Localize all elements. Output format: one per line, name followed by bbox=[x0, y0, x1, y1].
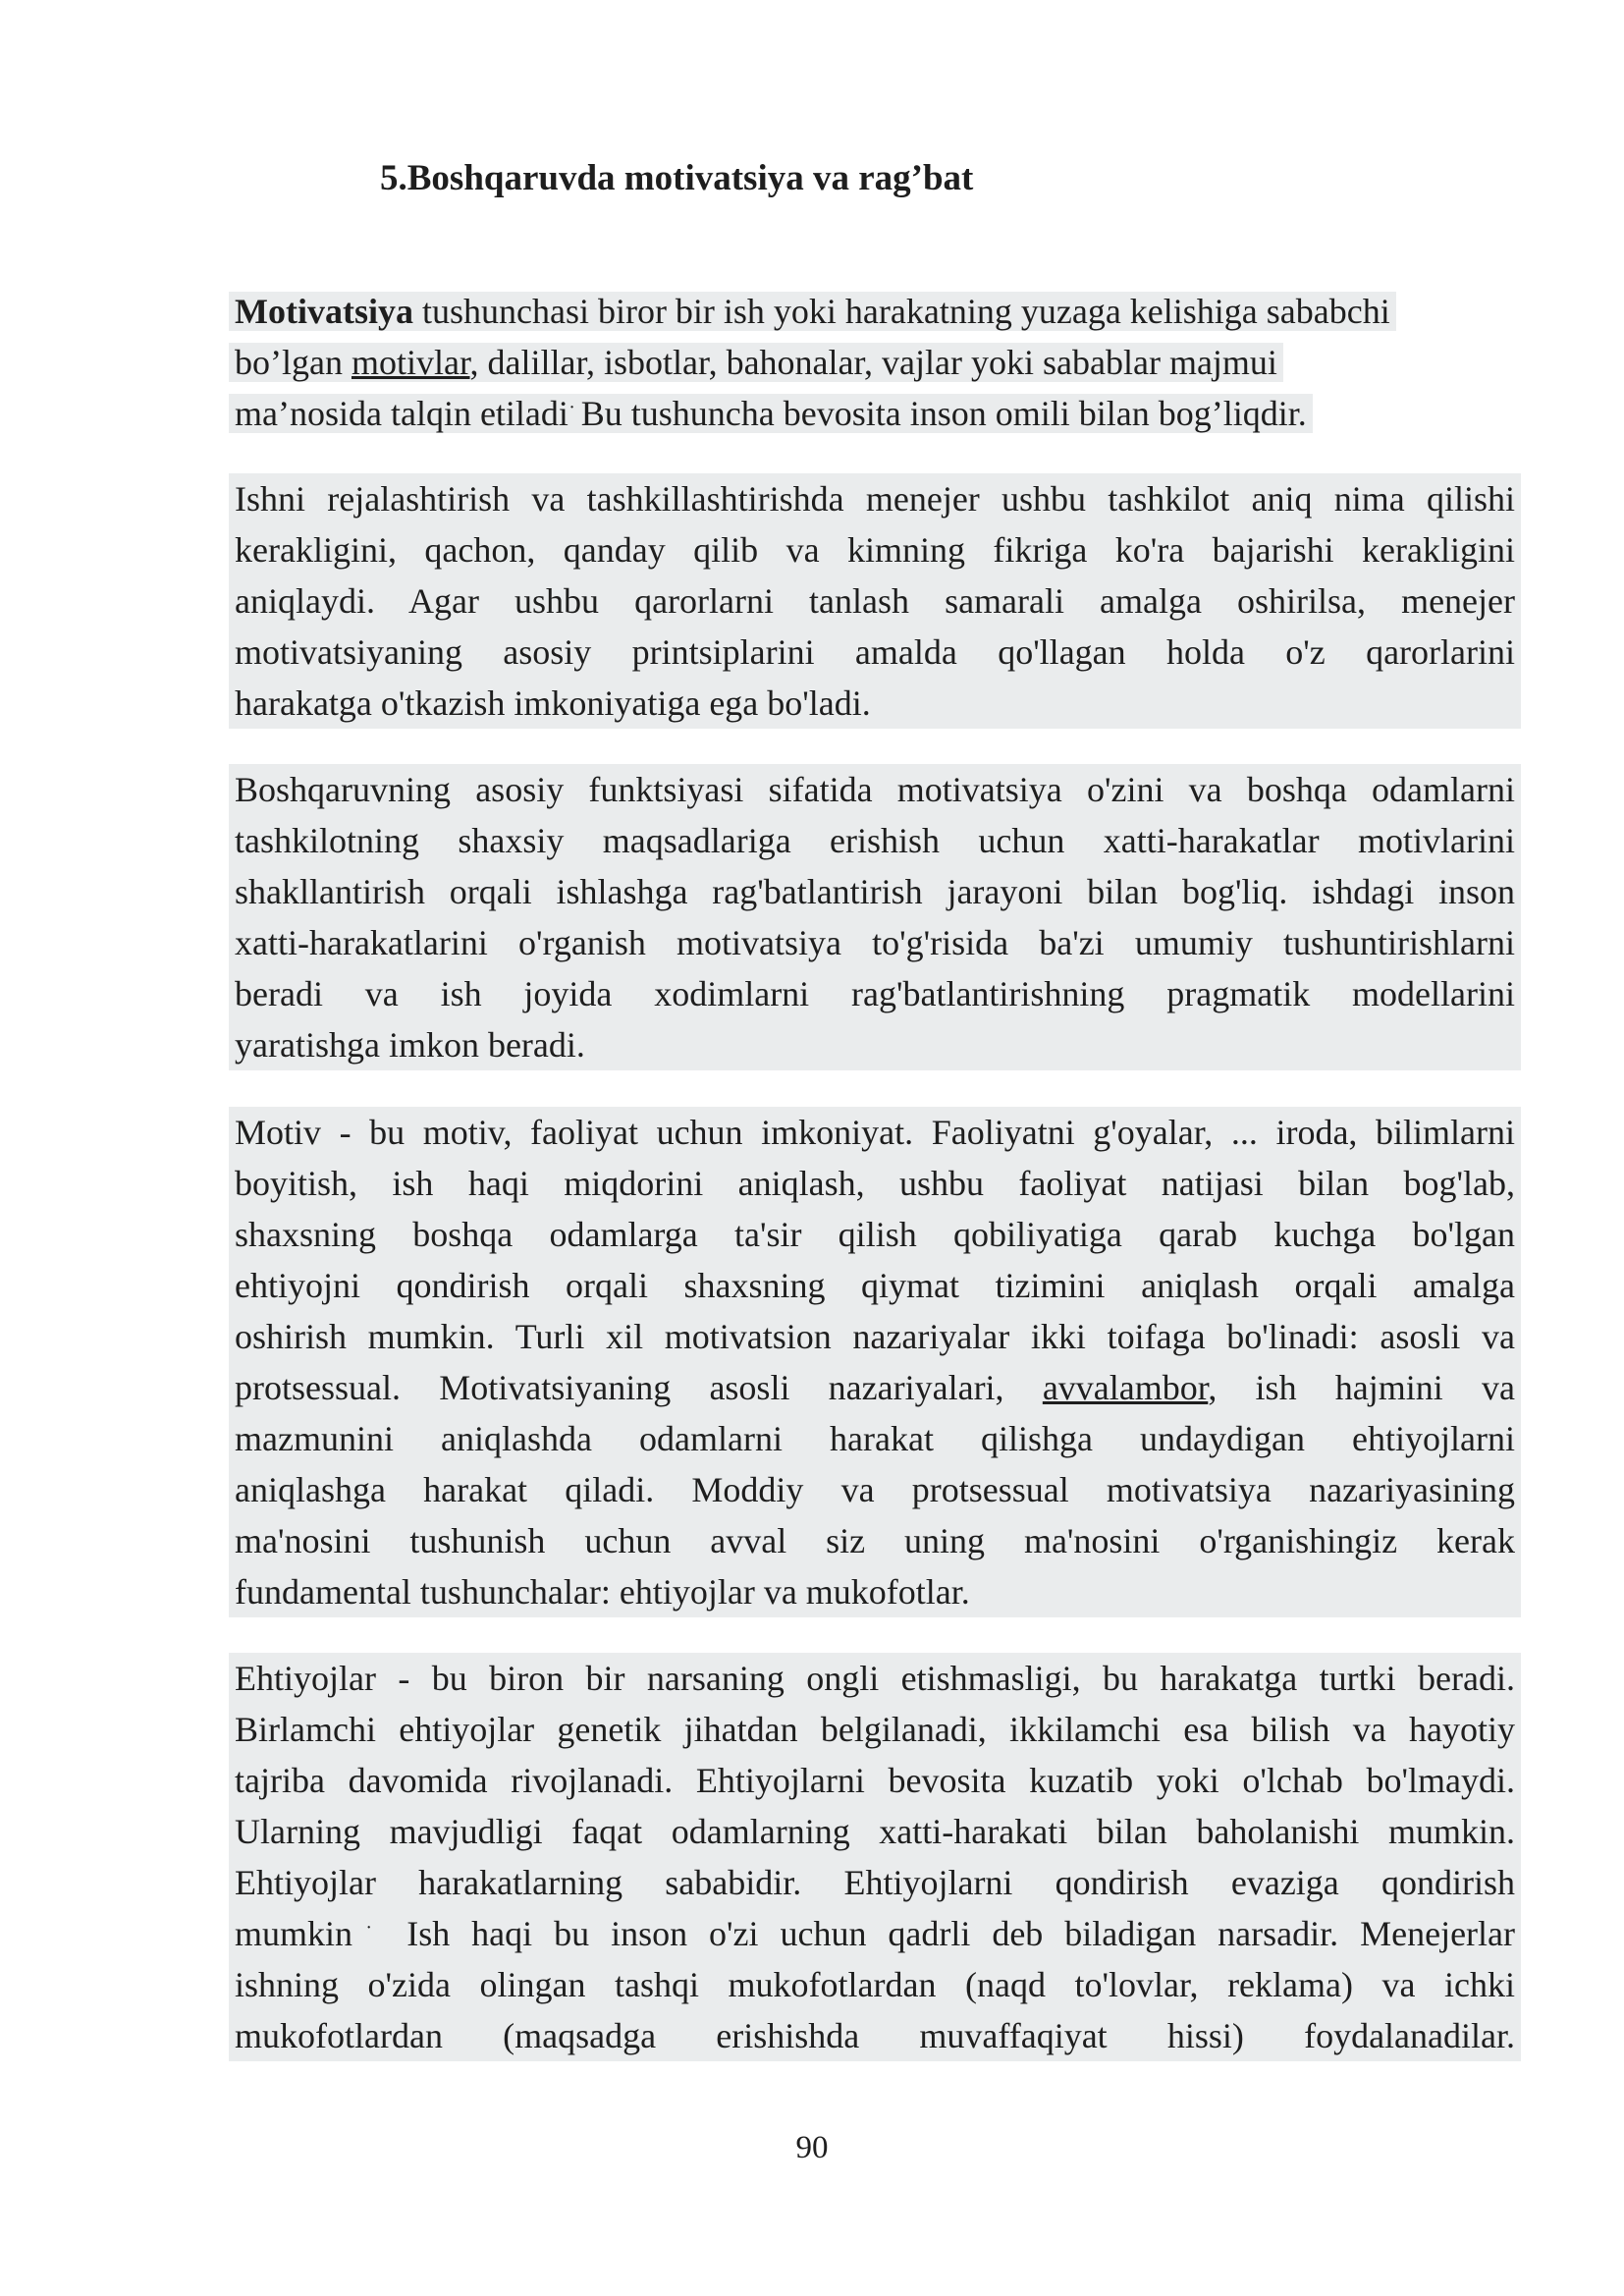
page-number: 90 bbox=[795, 2130, 829, 2165]
paragraph-line: tajriba davomida rivojlanadi. Ehtiyojlarni bevosita kuzatib yoki o'lchab bo'lmaydi. bbox=[235, 1761, 1515, 1800]
paragraph-funktsiya bbox=[229, 764, 1521, 1070]
paragraph-line bbox=[235, 1908, 1515, 1959]
paragraph-line: ehtiyojni qondirish orqali shaxsning qiymat tizimini aniqlash orqali amalga bbox=[235, 1266, 1515, 1305]
link-motivlar[interactable]: motivlar bbox=[351, 343, 470, 382]
text-fragment: , dalillar, isbotlar, bahonalar, vajlar yoki sabablar majmui bbox=[469, 343, 1277, 382]
paragraph-line: beradi va ish joyida xodimlarni rag'batlantirishning pragmatik modellarini bbox=[235, 974, 1515, 1013]
term-motivatsiya: Motivatsiya bbox=[235, 292, 413, 331]
paragraph-line: Motiv - bu motiv, faoliyat uchun imkoniyat. Faoliyatni g'oyalar, ... iroda, bilimlarni bbox=[235, 1113, 1515, 1152]
text-fragment: protsessual. Motivatsiyaning asosli nazariyalari, bbox=[235, 1368, 1043, 1407]
paragraph-line: oshirish mumkin. Turli xil motivatsion nazariyalar ikki toifaga bo'linadi: asosli va bbox=[235, 1317, 1515, 1356]
paragraph-line: shaxsning boshqa odamlarga ta'sir qilish qobiliyatiga qarab kuchga bo'lgan bbox=[235, 1215, 1515, 1254]
paragraph-line: tashkilotning shaxsiy maqsadlariga erishish uchun xatti-harakatlar motivlarini bbox=[235, 821, 1515, 860]
paragraph-line bbox=[229, 337, 1396, 388]
paragraph-line: ma'nosini tushunish uchun avval siz uning ma'nosini o'rganishingiz kerak bbox=[235, 1521, 1515, 1560]
text-fragment: tushunchasi biror bir ish yoki harakatning yuzaga kelishiga sababchi bbox=[412, 292, 1390, 331]
link-avvalambor[interactable]: avvalambor bbox=[1042, 1368, 1209, 1407]
text-fragment: , ish hajmini va bbox=[1208, 1368, 1516, 1407]
paragraph-line: Boshqaruvning asosiy funktsiyasi sifatida motivatsiya o'zini va boshqa odamlarni bbox=[235, 770, 1515, 809]
paragraph-line: harakatga o'tkazish imkoniyatiga ega bo'ladi. bbox=[235, 683, 871, 723]
paragraph-line: Ularning mavjudligi faqat odamlarning xatti-harakati bilan baholanishi mumkin. bbox=[235, 1812, 1515, 1851]
text-fragment: Bu tushuncha bevosita inson omili bilan bog’liqdir. bbox=[580, 394, 1307, 433]
paragraph-line: ishning o'zida olingan tashqi mukofotlardan (naqd to'lovlar, reklama) va ichki bbox=[235, 1965, 1515, 2004]
paragraph-line: fundamental tushunchalar: ehtiyojlar va mukofotlar. bbox=[235, 1572, 970, 1612]
paragraph-line: boyitish, ish haqi miqdorini aniqlash, ushbu faoliyat natijasi bilan bog'lab, bbox=[235, 1164, 1515, 1203]
section-title: 5.Boshqaruvda motivatsiya va rag’bat bbox=[380, 158, 974, 198]
paragraph-line bbox=[229, 388, 1396, 439]
footnote-mark: ˙ bbox=[352, 1921, 386, 1945]
paragraph-rejalashtirish bbox=[229, 473, 1521, 729]
paragraph-line: Ehtiyojlar - bu biron bir narsaning ongli etishmasligi, bu harakatga turtki beradi. bbox=[235, 1659, 1515, 1698]
text-fragment: Ish haqi bu inson o'zi uchun qadrli deb biladigan narsadir. Menejerlar bbox=[385, 1914, 1516, 1953]
text-fragment: bo’lgan bbox=[235, 343, 352, 382]
paragraph-line: aniqlaydi. Agar ushbu qarorlarni tanlash samarali amalga oshirilsa, menejer bbox=[235, 581, 1515, 621]
paragraph-line: shakllantirish orqali ishlashga rag'batlantirish jarayoni bilan bog'liq. ishdagi inson bbox=[235, 872, 1515, 911]
paragraph-line: Ishni rejalashtirish va tashkillashtirishda menejer ushbu tashkilot aniq nima qilishi bbox=[235, 479, 1515, 519]
paragraph-line: Ehtiyojlar harakatlarning sababidir. Ehtiyojlarni qondirish evaziga qondirish bbox=[235, 1863, 1515, 1902]
footnote-mark: ˙ bbox=[568, 401, 581, 425]
paragraph-motiv bbox=[229, 1107, 1521, 1617]
paragraph-line: mukofotlardan (maqsadga erishishda muvaffaqiyat hissi) foydalanadilar. bbox=[235, 2016, 1515, 2055]
paragraph-line bbox=[235, 1362, 1515, 1413]
paragraph-line: aniqlashga harakat qiladi. Moddiy va protsessual motivatsiya nazariyasining bbox=[235, 1470, 1515, 1509]
text-fragment: ma’nosida talqin etiladi bbox=[235, 394, 568, 433]
paragraph-line: motivatsiyaning asosiy printsiplarini amalda qo'llagan holda o'z qarorlarini bbox=[235, 632, 1515, 672]
paragraph-motivatsiya-definition bbox=[229, 286, 1396, 439]
paragraph-line: xatti-harakatlarini o'rganish motivatsiya to'g'risida ba'zi umumiy tushuntirishlarni bbox=[235, 923, 1515, 962]
paragraph-line bbox=[229, 286, 1396, 337]
paragraph-line: Birlamchi ehtiyojlar genetik jihatdan belgilanadi, ikkilamchi esa bilish va hayotiy bbox=[235, 1710, 1515, 1749]
paragraph-line: kerakligini, qachon, qanday qilib va kimning fikriga ko'ra bajarishi kerakligini bbox=[235, 530, 1515, 570]
paragraph-line: mazmunini aniqlashda odamlarni harakat qilishga undaydigan ehtiyojlarni bbox=[235, 1419, 1515, 1458]
paragraph-ehtiyojlar bbox=[229, 1653, 1521, 2061]
paragraph-line: yaratishga imkon beradi. bbox=[235, 1025, 585, 1065]
text-fragment: mumkin bbox=[235, 1914, 353, 1953]
